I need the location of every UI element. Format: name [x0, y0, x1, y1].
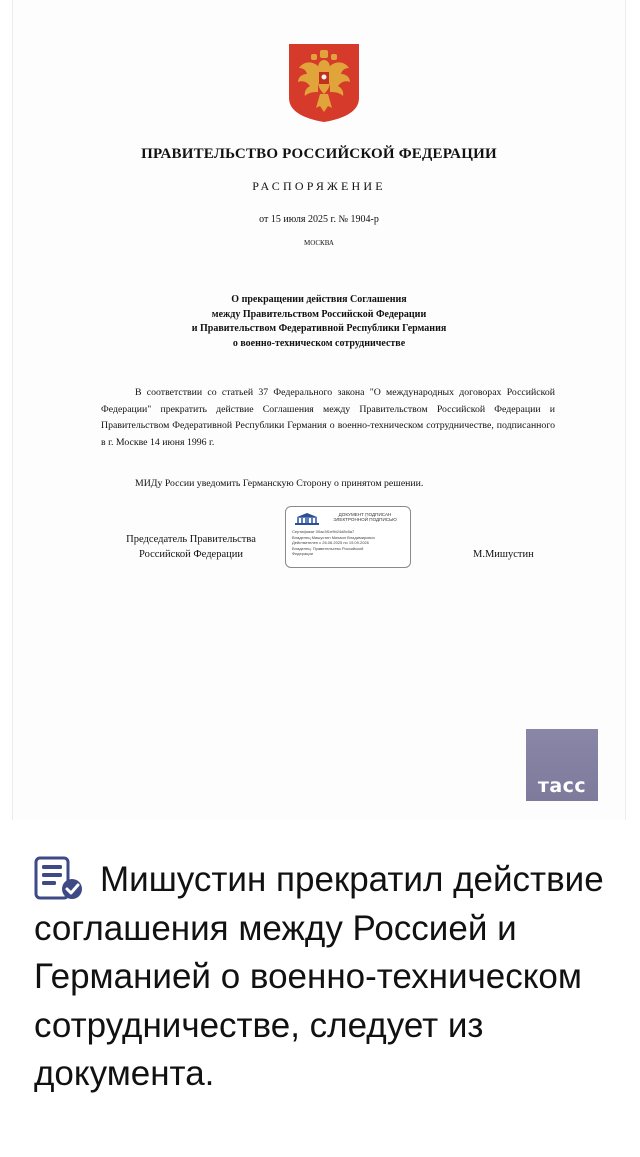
stamp-line: Сертификат 00ac3f1e9b24d8c5a7	[292, 529, 355, 534]
document-page	[12, 0, 626, 820]
order-paragraph-2: МИДу России уведомить Германскую Сторону о принятом решении.	[135, 478, 424, 489]
tass-logo-text: тасс	[537, 775, 587, 797]
order-date: от 15 июля 2025 г. № 1904-р	[259, 214, 379, 225]
stamp-header: ДОКУМЕНТ ПОДПИСАН ЭЛЕКТРОННОЙ ПОДПИСЬЮ	[333, 512, 397, 523]
signatory-name: М.Мишустин	[473, 549, 534, 560]
subject-line: о военно-техническом сотрудничестве	[232, 337, 406, 349]
order-city: МОСКВА	[304, 239, 334, 247]
order-type: РАСПОРЯЖЕНИЕ	[252, 179, 386, 193]
signatory-role	[91, 532, 291, 562]
stamp-line: Владелец: Правительство Российской	[292, 545, 364, 551]
government-header: ПРАВИТЕЛЬСТВО РОССИЙСКОЙ ФЕДЕРАЦИИ	[141, 146, 497, 162]
post-caption	[34, 856, 624, 1099]
subject-line: и Правительством Федеративной Республики Германия	[191, 323, 447, 334]
caption-text: Мишустин прекратил действие соглашения между Россией и Германией о военно-техническом сотрудничестве, следует из документа.	[34, 860, 604, 1093]
stamp-details	[292, 529, 404, 557]
stamp-line: Действителен с 26.06.2025 по 19.09.2026	[292, 540, 369, 546]
building-icon	[294, 512, 320, 526]
electronic-signature-stamp	[285, 506, 411, 568]
coat-of-arms-icon	[287, 42, 361, 124]
tass-logo	[526, 729, 598, 801]
order-paragraph-1: В соответствии со статьей 37 Федерального закона "О международных договорах Российской Федерации" прекратить действие Соглашения между Правительством Российской Федерации и Правительством Федеративной Республики Германия о военно-техническом сотрудничестве, подписанного в г. Москве 14 июня 1996 г.	[101, 387, 555, 448]
stamp-line: Владелец Мишустин Михаил Владимирович	[292, 534, 375, 540]
subject-line: между Правительством Российской Федерации	[211, 308, 427, 320]
subject-line: О прекращении действия Соглашения	[231, 294, 407, 305]
signatory-role-line: Председатель Правительства	[126, 534, 256, 545]
stamp-line: Федерации	[292, 551, 313, 557]
order-subject	[73, 293, 565, 351]
document-check-icon	[34, 856, 94, 900]
signatory-role-line: Российской Федерации	[139, 549, 243, 560]
